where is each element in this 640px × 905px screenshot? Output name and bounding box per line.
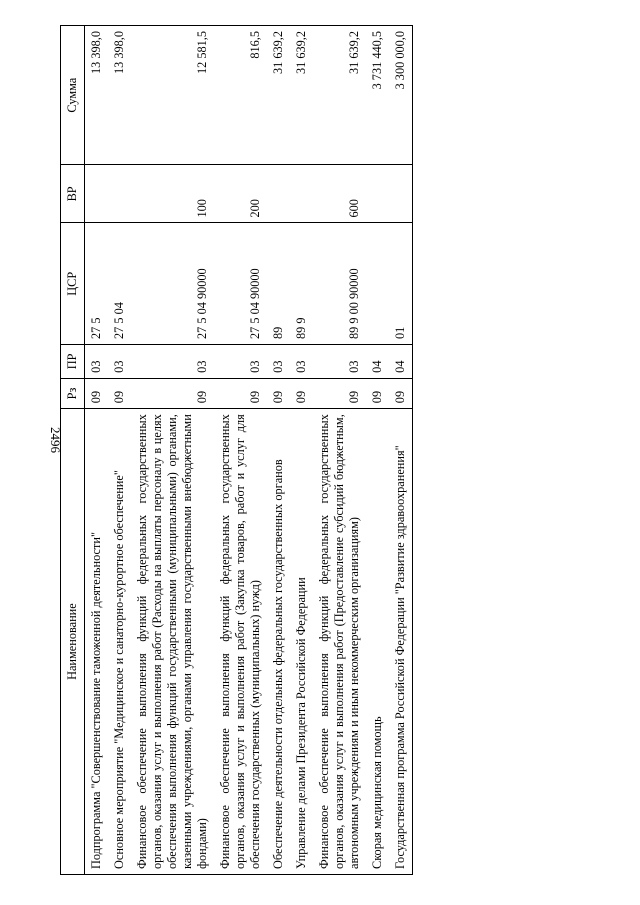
- header-pr: ПР: [61, 345, 85, 379]
- row-rz: 09: [366, 378, 389, 408]
- row-rz: 09: [214, 378, 267, 408]
- table-row: [85, 26, 109, 875]
- row-csr: 27 5: [85, 223, 109, 345]
- header-rz: Рз: [61, 378, 85, 408]
- row-sum: 3 731 440,5: [366, 26, 389, 165]
- table-row: [389, 26, 413, 875]
- row-name: Скорая медицинская помощь: [366, 409, 389, 875]
- row-pr: 03: [131, 345, 214, 379]
- header-name: Наименование: [61, 409, 85, 875]
- row-rz: 09: [313, 378, 366, 408]
- row-name: Управление делами Президента Российской Федерации: [290, 409, 313, 875]
- row-csr: [366, 223, 389, 345]
- row-csr: 01: [389, 223, 413, 345]
- table-header-row: [61, 26, 85, 875]
- row-pr: 03: [108, 345, 131, 379]
- row-vr: [267, 165, 290, 223]
- row-vr: [366, 165, 389, 223]
- row-sum: 3 300 000,0: [389, 26, 413, 165]
- page-number: 2496: [48, 427, 63, 453]
- row-pr: 03: [214, 345, 267, 379]
- row-csr: 27 5 04: [108, 223, 131, 345]
- row-csr: 89: [267, 223, 290, 345]
- row-vr: [85, 165, 109, 223]
- row-csr: 89 9: [290, 223, 313, 345]
- row-csr: 89 9 00 90000: [313, 223, 366, 345]
- row-rz: 09: [108, 378, 131, 408]
- header-sum: Сумма: [61, 26, 85, 165]
- row-vr: 600: [313, 165, 366, 223]
- table-row: [131, 26, 214, 875]
- row-vr: [389, 165, 413, 223]
- row-name: Подпрограмма "Совершенствование таможенной деятельности": [85, 409, 109, 875]
- row-pr: 03: [267, 345, 290, 379]
- row-sum: 12 581,5: [131, 26, 214, 165]
- row-name: Финансовое обеспечение выполнения функций федеральных государственных органов, оказания услуг и выполнения работ (Закупка товаров, работ и услуг для обеспечения государственных (муниципальных) нужд): [214, 409, 267, 875]
- row-vr: [290, 165, 313, 223]
- row-name: Финансовое обеспечение выполнения функций федеральных государственных органов, оказания услуг и выполнения работ (Расходы на выплаты персоналу в целях обеспечения выполнения функций государственными (муниципальными) органами, казенными учреждениями, органами управления государственными внебюджетными фондами): [131, 409, 214, 875]
- table-row: [290, 26, 313, 875]
- row-sum: 31 639,2: [267, 26, 290, 165]
- row-rz: 09: [290, 378, 313, 408]
- row-sum: 13 398,0: [108, 26, 131, 165]
- row-name: Основное мероприятие "Медицинское и санаторно-курортное обеспечение": [108, 409, 131, 875]
- row-name: Финансовое обеспечение выполнения функций федеральных государственных органов, оказания услуг и выполнения работ (Предоставление субсидий бюджетным, автономным учреждениям и иным некоммерческим организациям): [313, 409, 366, 875]
- row-vr: [108, 165, 131, 223]
- row-pr: 04: [389, 345, 413, 379]
- table-row: [267, 26, 290, 875]
- row-pr: 03: [313, 345, 366, 379]
- row-csr: 27 5 04 90000: [214, 223, 267, 345]
- row-pr: 04: [366, 345, 389, 379]
- table-row: [366, 26, 389, 875]
- row-sum: 13 398,0: [85, 26, 109, 165]
- row-sum: 31 639,2: [290, 26, 313, 165]
- row-rz: 09: [131, 378, 214, 408]
- table-row: [108, 26, 131, 875]
- row-pr: 03: [85, 345, 109, 379]
- row-rz: 09: [85, 378, 109, 408]
- row-vr: 100: [131, 165, 214, 223]
- row-sum: 31 639,2: [313, 26, 366, 165]
- row-sum: 816,5: [214, 26, 267, 165]
- row-pr: 03: [290, 345, 313, 379]
- table-row: [214, 26, 267, 875]
- row-name: Обеспечение деятельности отдельных федеральных государственных органов: [267, 409, 290, 875]
- row-rz: 09: [267, 378, 290, 408]
- row-rz: 09: [389, 378, 413, 408]
- row-csr: 27 5 04 90000: [131, 223, 214, 345]
- header-vr: ВР: [61, 165, 85, 223]
- header-csr: ЦСР: [61, 223, 85, 345]
- row-name: Государственная программа Российской Федерации "Развитие здравоохранения": [389, 409, 413, 875]
- table-row: [313, 26, 366, 875]
- row-vr: 200: [214, 165, 267, 223]
- budget-table: [60, 25, 413, 875]
